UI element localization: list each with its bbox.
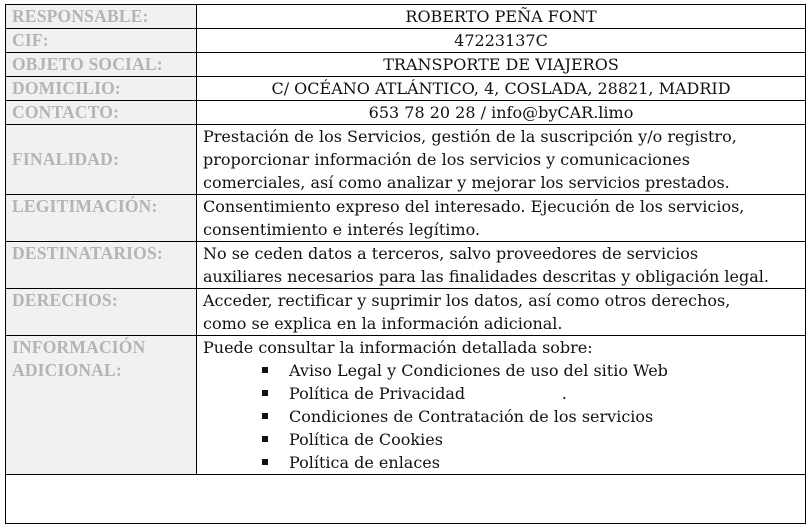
row-contacto	[6, 101, 805, 125]
value-objeto-social: TRANSPORTE DE VIAJEROS	[197, 53, 806, 77]
finalidad-line: proporcionar información de los servicios y comunicaciones	[203, 150, 690, 169]
informacion-adicional-list	[203, 359, 799, 474]
value-finalidad	[197, 125, 806, 195]
label-informacion-adicional-line: ADICIONAL:	[12, 360, 122, 380]
value-cif: 47223137C	[197, 29, 806, 53]
label-informacion-adicional	[6, 336, 197, 475]
label-contacto: CONTACTO:	[6, 101, 197, 125]
legitimacion-line: consentimiento e interés legítimo.	[203, 220, 481, 239]
label-destinatarios: DESTINATARIOS:	[6, 242, 197, 289]
value-contacto: 653 78 20 28 / info@byCAR.limo	[197, 101, 806, 125]
row-responsable	[6, 5, 805, 29]
destinatarios-line: No se ceden datos a terceros, salvo proveedores de servicios	[203, 244, 699, 263]
row-informacion-adicional	[6, 336, 805, 475]
finalidad-line: Prestación de los Servicios, gestión de la suscripción y/o registro,	[203, 127, 737, 146]
row-finalidad	[6, 125, 805, 195]
list-item-politica-enlaces[interactable]: Política de enlaces	[259, 451, 799, 474]
derechos-line: como se explica en la información adicional.	[203, 314, 563, 333]
value-destinatarios	[197, 242, 806, 289]
derechos-line: Acceder, rectificar y suprimir los datos, así como otros derechos,	[203, 291, 731, 310]
row-domicilio	[6, 77, 805, 101]
list-item-aviso-legal[interactable]: Aviso Legal y Condiciones de uso del sitio Web	[259, 359, 799, 382]
data-protection-document	[5, 4, 806, 524]
value-legitimacion	[197, 195, 806, 242]
finalidad-line: comerciales, así como analizar y mejorar los servicios prestados.	[203, 173, 730, 192]
label-objeto-social: OBJETO SOCIAL:	[6, 53, 197, 77]
value-domicilio: C/ OCÉANO ATLÁNTICO, 4, COSLADA, 28821, MADRID	[197, 77, 806, 101]
informacion-adicional-intro: Puede consultar la información detallada sobre:	[203, 338, 593, 357]
row-objeto-social	[6, 53, 805, 77]
row-cif	[6, 29, 805, 53]
value-responsable: ROBERTO PEÑA FONT	[197, 5, 806, 29]
label-cif: CIF:	[6, 29, 197, 53]
row-legitimacion	[6, 195, 805, 242]
row-destinatarios	[6, 242, 805, 289]
label-domicilio: DOMICILIO:	[6, 77, 197, 101]
label-legitimacion: LEGITIMACIÓN:	[6, 195, 197, 242]
label-derechos: DERECHOS:	[6, 289, 197, 336]
label-informacion-adicional-line: INFORMACIÓN	[12, 337, 146, 357]
value-derechos	[197, 289, 806, 336]
list-item-politica-cookies[interactable]: Política de Cookies	[259, 428, 799, 451]
value-informacion-adicional	[197, 336, 806, 475]
list-item-condiciones-contratacion[interactable]: Condiciones de Contratación de los servicios	[259, 405, 799, 428]
destinatarios-line: auxiliares necesarios para las finalidades descritas y obligación legal.	[203, 267, 769, 286]
legitimacion-line: Consentimiento expreso del interesado. Ejecución de los servicios,	[203, 197, 745, 216]
row-derechos	[6, 289, 805, 336]
label-responsable: RESPONSABLE:	[6, 5, 197, 29]
list-item-politica-privacidad[interactable]: Política de Privacidad .	[259, 382, 799, 405]
data-protection-table	[6, 5, 805, 475]
label-finalidad: FINALIDAD:	[6, 125, 197, 195]
